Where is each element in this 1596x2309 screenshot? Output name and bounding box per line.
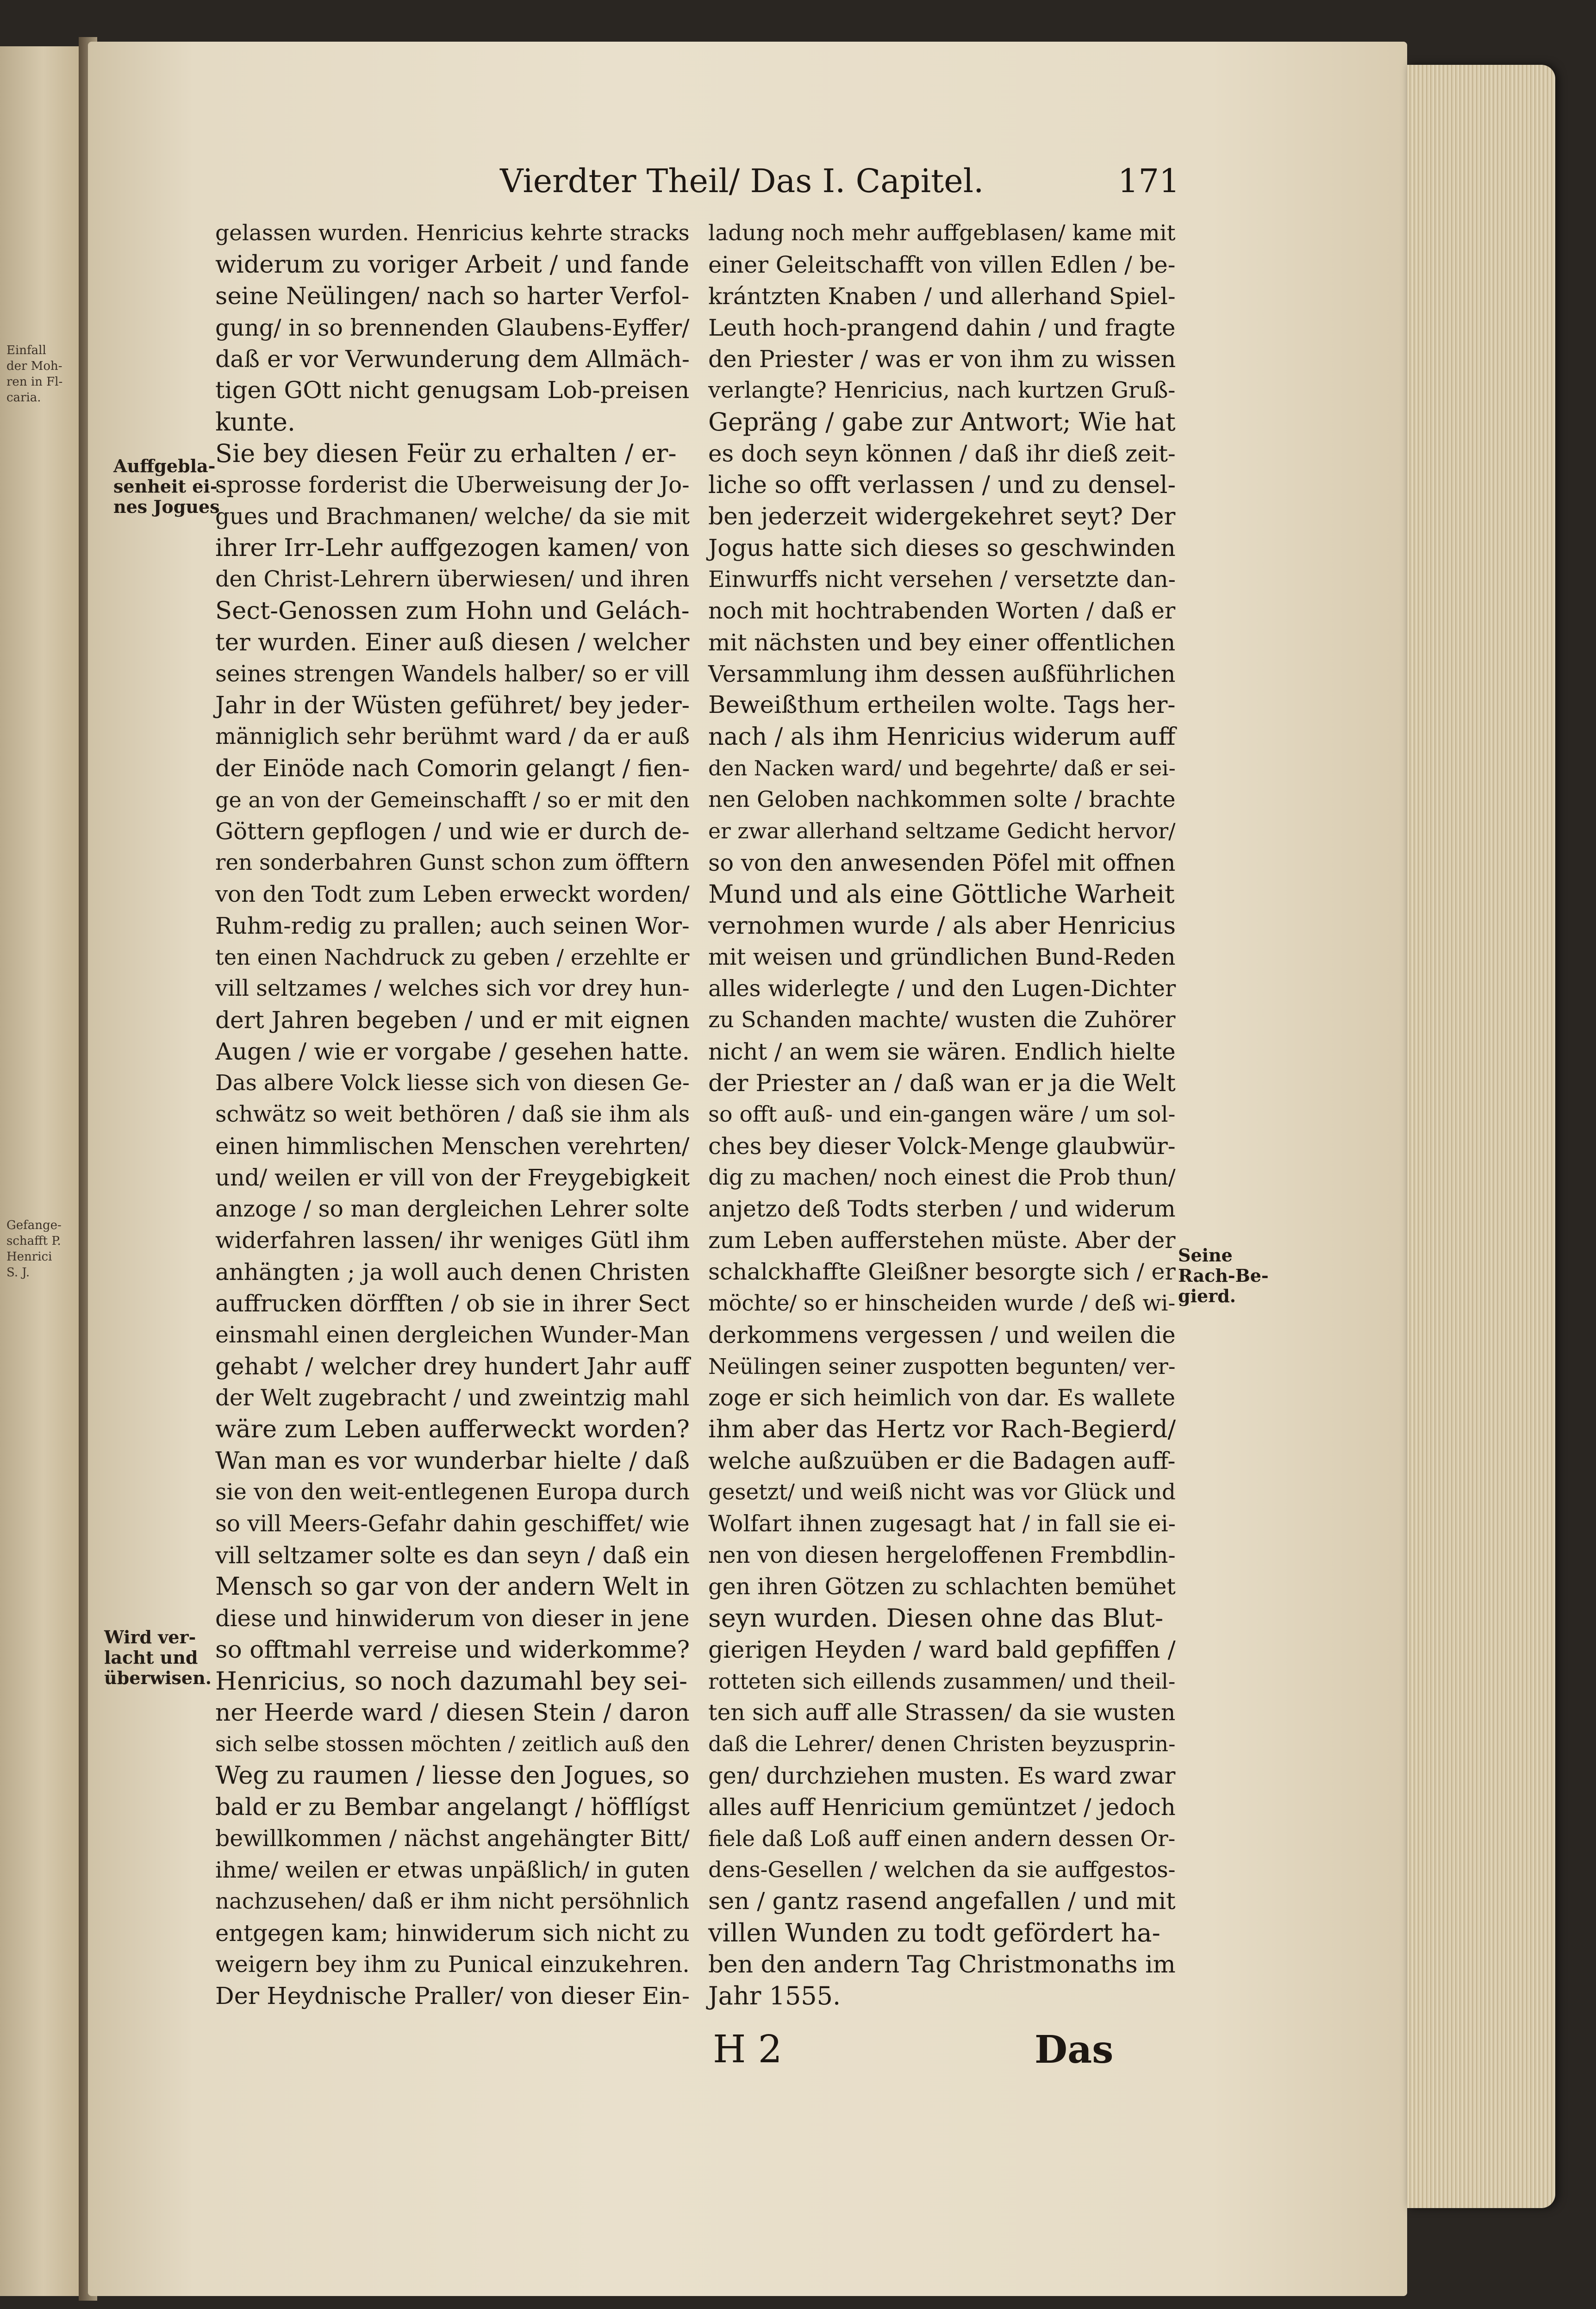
text-line: gelassen wurden. Henricius kehrte stracks [215,220,690,246]
text-line: so von den anwesenden Pöfel mit offnen [708,849,1176,876]
text-line: bald er zu Bembar angelangt / höfflígst [215,1793,690,1821]
text-line: villen Wunden zu todt gefördert ha- [708,1918,1160,1947]
text-column-left [215,218,690,2012]
text-line: es doch seyn können / daß ihr dieß zeit- [708,440,1176,467]
text-line: ten einen Nachdruck zu geben / erzehlte er [215,945,690,970]
text-line: Wolfart ihnen zugesagt hat / in fall sie ei- [708,1511,1176,1537]
text-line: er zwar allerhand seltzame Gedicht hervor/ [708,819,1176,843]
text-line: Sie bey diesen Feür zu erhalten / er- [215,439,677,468]
text-line: vernohmen wurde / als aber Henricius [708,912,1176,940]
text-line: entgegen kam; hinwiderum sich nicht zu [215,1920,690,1947]
text-line: Henricius, so noch dazumahl bey sei- [215,1666,688,1696]
text-line: ter wurden. Einer auß diesen / welcher [215,629,690,656]
text-line: Mensch so gar von der andern Welt in [215,1573,690,1601]
text-line: daß er vor Verwunderung dem Allmäch- [215,345,690,373]
text-line: ihm aber das Hertz vor Rach-Begierd/ [708,1415,1176,1443]
text-line: Ruhm-redig zu prallen; auch seinen Wor- [215,912,690,939]
text-line: alles auff Henricium gemüntzet / jedoch [708,1794,1176,1821]
text-line: gierigen Heyden / ward bald gepfiffen / [708,1636,1176,1663]
text-line: daß die Lehrer/ denen Christen beyzusprin- [708,1732,1176,1756]
signature-mark: H 2 [713,2028,782,2072]
text-line: schalckhaffte Gleißner besorgte sich / er [708,1259,1176,1285]
text-line: anzoge / so man dergleichen Lehrer solte [215,1196,690,1222]
text-line: nen Geloben nachkommen solte / brachte [708,787,1176,812]
text-line: Gepräng / gabe zur Antwort; Wie hat [708,407,1176,437]
text-line: nen von diesen hergeloffenen Frembdlin- [708,1542,1176,1568]
text-line: einer Geleitschafft von villen Edlen / be- [708,251,1176,278]
text-line: vill seltzames / welches sich vor drey hun- [215,976,690,1001]
text-line: liche so offt verlassen / und zu densel- [708,471,1176,499]
text-line: gues und Brachmanen/ welche/ da sie mit [215,504,690,530]
text-line: seine Neülingen/ nach so harter Verfol- [215,282,690,310]
text-line: männiglich sehr berühmt ward / da er auß [215,724,690,749]
text-line: Das albere Volck liesse sich von diesen Ge- [215,1070,690,1096]
text-line: von den Todt zum Leben erweckt worden/ [215,881,690,907]
text-line: vill seltzamer solte es dan seyn / daß ein [215,1542,690,1569]
text-line: Wan man es vor wunderbar hielte / daß [215,1447,690,1475]
text-line: sen / gantz rasend angefallen / und mit [708,1888,1176,1915]
text-line: Augen / wie er vorgabe / gesehen hatte. [215,1038,690,1065]
text-line: krántzten Knaben / und allerhand Spiel- [708,283,1176,310]
text-line: ren sonderbahren Gunst schon zum öfftern [215,850,690,875]
text-line: den Nacken ward/ und begehrte/ daß er sei- [708,756,1176,780]
book-fore-edge [1407,65,1555,2208]
text-line: Beweißthum ertheilen wolte. Tags her- [708,692,1176,719]
text-line: Weg zu raumen / liesse den Jogues, so [215,1761,690,1790]
text-column-right [708,218,1176,2012]
text-line: mit weisen und gründlichen Bund-Reden [708,944,1176,970]
margin-note-auffgeblasenheit: Auffgebla- senheit ei- nes Jogues [113,456,220,517]
text-line: derkommens vergessen / und weilen die [708,1322,1176,1348]
text-line: anhängten ; ja woll auch denen Christen [215,1259,690,1286]
text-line: den Priester / was er von ihm zu wissen [708,346,1176,373]
text-line: Neülingen seiner zuspotten begunten/ ver- [708,1354,1176,1379]
text-line: gung/ in so brennenden Glaubens-Eyffer/ [215,314,690,341]
text-line: sie von den weit-entlegenen Europa durch [215,1479,690,1505]
text-line: rotteten sich eillends zusammen/ und theil- [708,1669,1176,1694]
text-line: zum Leben aufferstehen müste. Aber der [708,1228,1176,1254]
text-line: Jogus hatte sich dieses so geschwinden [708,534,1176,562]
catchword: Das [1035,2028,1114,2072]
text-line: ten sich auff alle Strassen/ da sie wusten [708,1700,1176,1726]
text-line: nachzusehen/ daß er ihm nicht persöhnlich [215,1889,690,1914]
text-line: Sect-Genossen zum Hohn und Gelách- [215,597,690,625]
page-number: 171 [1118,162,1180,200]
text-line: dig zu machen/ noch einest die Prob thun/ [708,1165,1176,1190]
text-line: Versammlung ihm dessen außführlichen [708,661,1176,687]
text-line: ladung noch mehr auffgeblasen/ kame mit [708,220,1176,246]
text-line: gen/ durchziehen musten. Es ward zwar [708,1762,1176,1789]
facing-page-margin-note: Einfall der Moh- ren in Fl- caria. [6,343,63,405]
text-line: Einwurffs nicht versehen / versetzte dan- [708,567,1176,593]
text-line: verlangte? Henricius, nach kurtzen Gruß- [708,378,1176,403]
text-line: einen himmlischen Menschen verehrten/ [215,1133,690,1160]
text-line: widerum zu voriger Arbeit / und fande [215,250,690,279]
text-line: Leuth hoch-prangend dahin / und fragte [708,314,1176,341]
text-line: Der Heydnische Praller/ von dieser Ein- [215,1982,690,2009]
text-line: bewillkommen / nächst angehängter Bitt/ [215,1826,690,1852]
text-line: gesetzt/ und weiß nicht was vor Glück und [708,1480,1176,1505]
text-line: sich selbe stossen möchten / zeitlich auß den [215,1732,690,1756]
text-line: kunte. [215,407,296,437]
text-line: ge an von der Gemeinschafft / so er mit den [215,787,690,812]
text-line: seines strengen Wandels halber/ so er vill [215,661,690,687]
text-line: ben jederzeit widergekehret seyt? Der [708,503,1176,530]
text-line: so vill Meers-Gefahr dahin geschiffet/ wie [215,1511,690,1537]
margin-note-rachbegierd: Seine Rach-Be- gierd. [1178,1245,1269,1306]
text-line: fiele daß Loß auff einen andern dessen Or- [708,1826,1176,1851]
text-line: Jahr 1555. [708,1981,841,2010]
running-title: Vierdter Theil/ Das I. Capitel. [500,162,984,200]
text-line: der Welt zugebracht / und zweintzig mahl [215,1385,690,1411]
text-line: sprosse forderist die Uberweisung der Jo- [215,472,690,498]
facing-page-margin-note: Gefange- schafft P. Henrici S. J. [6,1218,62,1279]
text-line: Mund und als eine Göttliche Warheit [708,880,1175,909]
text-line: so offtmahl verreise und widerkomme? [215,1636,690,1664]
text-line: Göttern gepflogen / und wie er durch de- [215,818,690,845]
text-line: tigen GOtt nicht genugsam Lob-preisen [215,377,690,404]
text-line: der Einöde nach Comorin gelangt / fien- [215,755,690,782]
text-line: und/ weilen er vill von der Freygebigkeit [215,1164,690,1191]
text-line: so offt auß- und ein-gangen wäre / um sol- [708,1102,1176,1127]
text-line: zu Schanden machte/ wusten die Zuhörer [708,1007,1176,1033]
text-line: diese und hinwiderum von dieser in jene [215,1605,690,1632]
text-line: gehabt / welcher drey hundert Jahr auff [215,1353,690,1380]
text-line: zoge er sich heimlich von dar. Es wallete [708,1385,1176,1411]
facing-page-edge [0,46,81,2296]
text-line: ches bey dieser Volck-Menge glaubwür- [708,1133,1176,1160]
text-line: schwätz so weit bethören / daß sie ihm als [215,1102,690,1127]
text-line: möchte/ so er hinscheiden wurde / deß wi- [708,1291,1176,1316]
text-line: nicht / an wem sie wären. Endlich hielte [708,1038,1176,1065]
text-line: seyn wurden. Diesen ohne das Blut- [708,1604,1164,1633]
text-line: wäre zum Leben aufferweckt worden? [215,1415,690,1443]
margin-note-verlacht: Wird ver- lacht und überwisen. [104,1627,212,1688]
text-line: einsmahl einen dergleichen Wunder-Man [215,1322,690,1348]
text-line: auffrucken dörfften / ob sie in ihrer Sect [215,1290,690,1317]
text-line: welche außzuüben er die Badagen auff- [708,1447,1176,1474]
text-line: ner Heerde ward / diesen Stein / daron [215,1699,690,1727]
text-line: ben den andern Tag Christmonaths im [708,1951,1176,1978]
text-line: noch mit hochtrabenden Worten / daß er [708,598,1176,624]
text-line: den Christ-Lehrern überwiesen/ und ihren [215,567,690,592]
text-line: alles widerlegte / und den Lugen-Dichter [708,976,1176,1002]
text-line: nach / als ihm Henricius widerum auff [708,723,1176,751]
text-line: anjetzo deß Todts sterben / und widerum [708,1196,1176,1222]
text-line: widerfahren lassen/ ihr weniges Gütl ihm [215,1227,690,1254]
text-line: Jahr in der Wüsten geführet/ bey jeder- [215,692,690,719]
text-line: gen ihren Götzen zu schlachten bemühet [708,1574,1176,1600]
text-line: mit nächsten und bey einer offentlichen [708,629,1176,656]
text-line: ihme/ weilen er etwas unpäßlich/ in guten [215,1857,690,1883]
text-line: dens-Gesellen / welchen da sie auffgestos- [708,1857,1176,1883]
text-line: weigern bey ihm zu Punical einzukehren. [215,1951,690,1978]
text-line: ihrer Irr-Lehr auffgezogen kamen/ von [215,534,690,562]
text-line: der Priester an / daß wan er ja die Welt [708,1069,1176,1097]
text-line: dert Jahren begeben / und er mit eignen [215,1007,690,1034]
